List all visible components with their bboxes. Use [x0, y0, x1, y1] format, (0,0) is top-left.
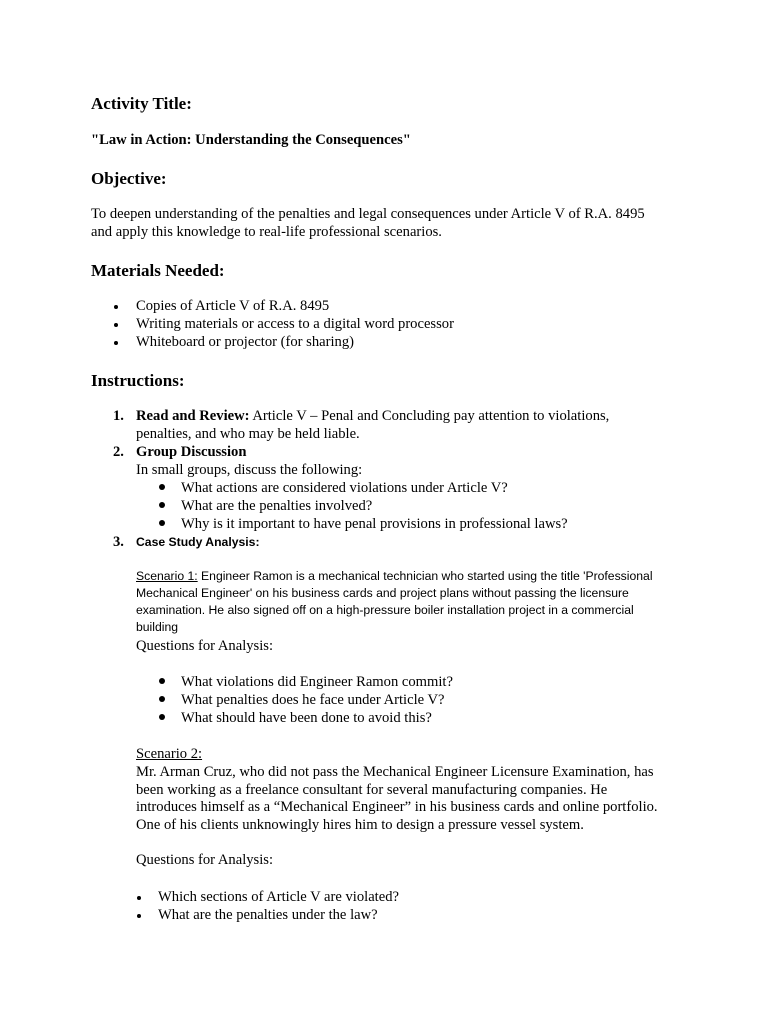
step-1-line-1: [136, 407, 609, 425]
bullet-icon: [114, 323, 118, 327]
materials-item-2: Writing materials or access to a digital word processor: [136, 316, 454, 332]
scenario-2-line-2: been working as a freelance consultant for several manufacturing companies. He: [136, 782, 608, 798]
bullet-icon: [114, 341, 118, 345]
scenario-1-line-1: [136, 568, 653, 586]
scenario-1-questions-heading: Questions for Analysis:: [136, 638, 274, 654]
bullet-icon: [159, 520, 165, 526]
scenario-2-question-1: Which sections of Article V are violated?: [158, 889, 399, 905]
objective-line-1: To deepen understanding of the penalties and legal consequences under Article V of R.A. 8495: [91, 206, 645, 222]
scenario-2-label: Scenario 2:: [136, 746, 203, 762]
scenario-2-line-1: Mr. Arman Cruz, who did not pass the Mechanical Engineer Licensure Examination, has: [136, 764, 654, 780]
scenario-1-text: Engineer Ramon is a mechanical technician who started using the title 'Professional: [197, 569, 653, 583]
bullet-icon: [114, 305, 118, 309]
materials-heading: Materials Needed:: [91, 261, 225, 280]
scenario-2-line-4: One of his clients unknowingly hires him to design a pressure vessel system.: [136, 817, 584, 833]
step-2-item-2: What are the penalties involved?: [181, 498, 373, 514]
scenario-1-question-2: What penalties does he face under Article V?: [181, 692, 445, 708]
step-2-item-3: Why is it important to have penal provisions in professional laws?: [181, 516, 568, 532]
instructions-heading: Instructions:: [91, 371, 185, 390]
scenario-2-line-3: introduces himself as a “Mechanical Engineer” in his business cards and online portfolio.: [136, 799, 658, 815]
step-3-label: Case Study Analysis:: [136, 535, 260, 549]
step-3-number: 3.: [113, 534, 124, 550]
step-2-item-1: What actions are considered violations under Article V?: [181, 480, 508, 496]
step-2-intro: In small groups, discuss the following:: [136, 462, 363, 478]
scenario-1-question-3: What should have been done to avoid this?: [181, 710, 432, 726]
step-2-label: Group Discussion: [136, 444, 247, 460]
scenario-1-line-2: Mechanical Engineer' on his business cards and project plans without passing the licensure: [136, 586, 629, 600]
scenario-2-question-2: What are the penalties under the law?: [158, 907, 378, 923]
scenario-1-label: Scenario 1:: [136, 569, 198, 583]
scenario-1-line-3: examination. He also signed off on a high-pressure boiler installation project in a commercial: [136, 603, 634, 617]
bullet-icon: [159, 678, 165, 684]
activity-title: "Law in Action: Understanding the Consequences": [91, 132, 411, 148]
bullet-icon: [159, 714, 165, 720]
bullet-icon: [137, 896, 141, 900]
materials-item-3: Whiteboard or projector (for sharing): [136, 334, 355, 350]
bullet-icon: [137, 914, 141, 918]
step-2-number: 2.: [113, 444, 124, 460]
step-1-line-2: penalties, and who may be held liable.: [136, 426, 360, 442]
scenario-1-question-1: What violations did Engineer Ramon commit?: [181, 674, 453, 690]
activity-title-heading: Activity Title:: [91, 94, 192, 113]
step-1-label: Read and Review:: [136, 408, 250, 424]
objective-heading: Objective:: [91, 169, 167, 188]
scenario-1-line-4: building: [136, 620, 179, 634]
materials-item-1: Copies of Article V of R.A. 8495: [136, 298, 330, 314]
step-1-number: 1.: [113, 408, 124, 424]
bullet-icon: [159, 502, 165, 508]
scenario-2-questions-heading: Questions for Analysis:: [136, 852, 274, 868]
bullet-icon: [159, 484, 165, 490]
objective-line-2: and apply this knowledge to real-life professional scenarios.: [91, 224, 442, 240]
bullet-icon: [159, 696, 165, 702]
step-1-text: Article V – Penal and Concluding pay attention to violations,: [249, 408, 610, 424]
